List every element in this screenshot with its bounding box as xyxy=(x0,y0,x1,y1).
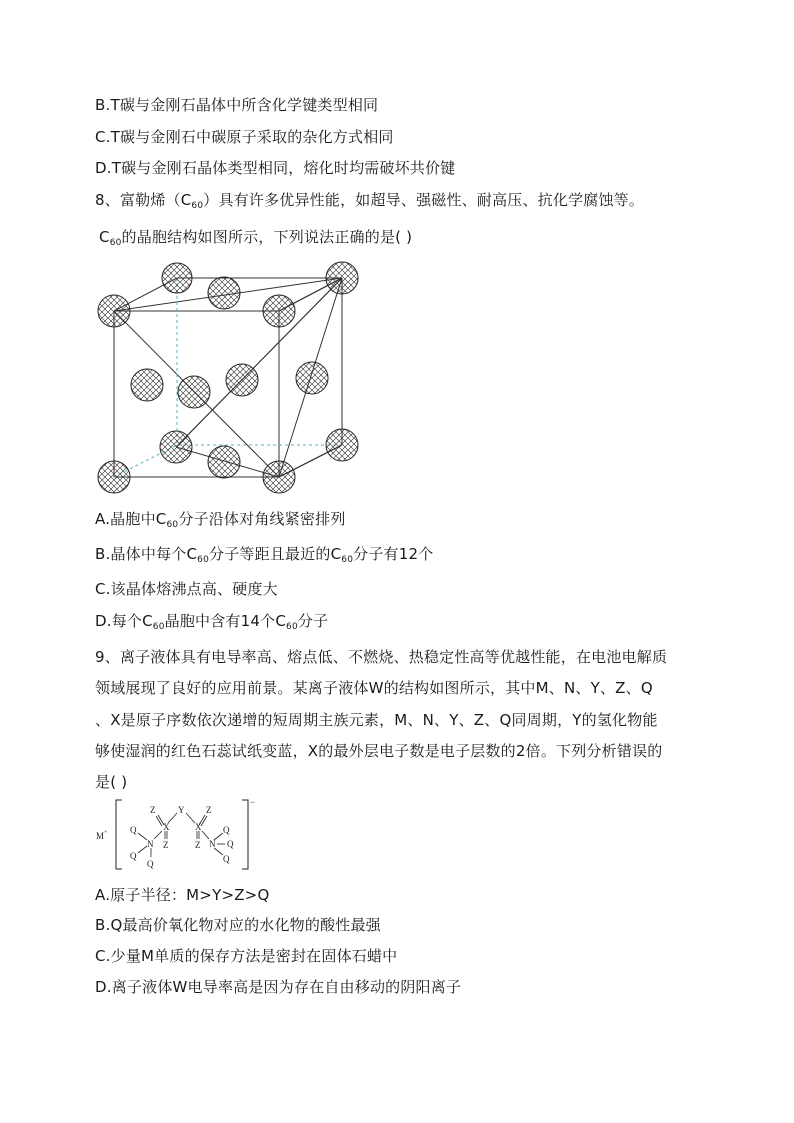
cation-charge: + xyxy=(104,830,108,836)
q7-option-d: D.T碳与金刚石晶体类型相同，熔化时均需破坏共价键 xyxy=(95,159,456,177)
c60-unit-cell-figure xyxy=(90,255,370,500)
atom-z-2: Z xyxy=(206,805,212,815)
q8-option-c: C.该晶体熔沸点高、硬度大 xyxy=(95,580,278,598)
atom-q-1: Q xyxy=(130,825,137,835)
anion-charge: − xyxy=(250,797,256,807)
atom-q-5: Q xyxy=(227,839,234,849)
atom-z-3: Z xyxy=(163,840,169,850)
atom-n-2: N xyxy=(209,839,216,849)
q9-option-b: B.Q最高价氧化物对应的水化物的酸性最强 xyxy=(95,916,381,934)
q9-option-d: D.离子液体W电导率高是因为存在自由移动的阴阳离子 xyxy=(95,978,462,996)
atom-q-6: Q xyxy=(223,854,230,864)
atom-x-1: X xyxy=(163,822,170,832)
atom-x-2: X xyxy=(195,822,202,832)
q7-option-c: C.T碳与金刚石中碳原子采取的杂化方式相同 xyxy=(95,128,394,146)
q9-stem-line3: 、X是原子序数依次递增的短周期主族元素，M、N、Y、Z、Q同周期，Y的氢化物能 xyxy=(95,711,658,729)
q9-stem-line1: 9、离子液体具有电导率高、熔点低、不燃烧、热稳定性高等优越性能，在电池电解质 xyxy=(95,648,668,666)
q8-option-d: D.每个$C_{60}$晶胞中含有14个$C_{60}$分子 xyxy=(95,612,329,632)
atom-q-2: Q xyxy=(130,851,137,861)
q9-stem-line5: 是( ) xyxy=(95,773,128,791)
ionic-liquid-structure-figure xyxy=(92,795,272,875)
atom-q-3: Q xyxy=(147,859,154,869)
q9-option-a: A.原子半径：M>Y>Z>Q xyxy=(95,886,270,904)
q8-stem-line1: 8、富勒烯$(C_{60})$具有许多优异性能，如超导、强磁性、耐高压、抗化学腐蚀等。 xyxy=(95,191,645,211)
q9-stem-line4: 够使湿润的红色石蕊试纸变蓝，X的最外层电子数是电子层数的2倍。下列分析错误的 xyxy=(95,742,663,760)
atom-z-4: Z xyxy=(195,840,201,850)
q7-option-b: B.T碳与金刚石晶体中所含化学键类型相同 xyxy=(95,96,379,114)
q9-option-c: C.少量M单质的保存方法是密封在固体石蜡中 xyxy=(95,947,398,965)
q8-option-a: A.晶胞中$C_{60}$分子沿体对角线紧密排列 xyxy=(95,510,346,530)
cation-m: M xyxy=(96,831,105,841)
atom-y: Y xyxy=(178,805,185,815)
q8-stem-line2: $C_{60}$的晶胞结构如图所示，下列说法正确的是( ) xyxy=(99,228,413,248)
q8-option-b: B.晶体中每个$C_{60}$分子等距且最近的$C_{60}$分子有12个 xyxy=(95,545,434,565)
q9-stem-line2: 领域展现了良好的应用前景。某离子液体W的结构如图所示，其中M、N、Y、Z、Q xyxy=(95,679,653,697)
atom-n-1: N xyxy=(147,839,154,849)
atom-z-1: Z xyxy=(150,805,156,815)
atom-q-4: Q xyxy=(223,825,230,835)
